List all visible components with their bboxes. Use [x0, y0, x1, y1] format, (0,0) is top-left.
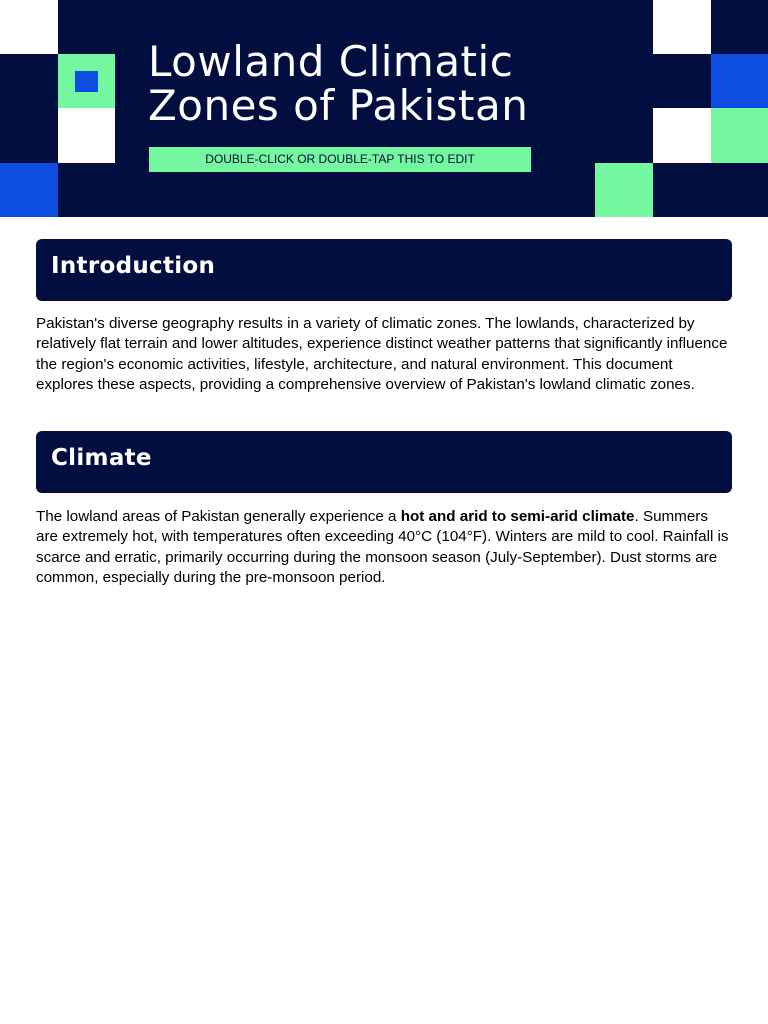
climate-text-start: The lowland areas of Pakistan generally experience a [36, 508, 401, 525]
section-title-climate: Climate [51, 445, 152, 471]
introduction-paragraph: Pakistan's diverse geography results in a variety of climatic zones. The lowlands, characterized by relatively flat terrain and lower altitudes, experience distinct weather patterns that significantly influence the region's economic activities, lifestyle, architecture, and natural environment. This document explores these aspects, providing a comprehensive overview of Pakistan's lowland climatic zones. [36, 315, 728, 394]
decor-square [595, 163, 653, 217]
section-title-introduction: Introduction [51, 253, 216, 279]
decor-square [653, 0, 711, 54]
edit-hint-banner[interactable]: DOUBLE-CLICK OR DOUBLE-TAP THIS TO EDIT [149, 147, 531, 172]
section-heading-climate [36, 431, 732, 493]
header-banner [0, 0, 768, 217]
section-heading-introduction [36, 239, 732, 301]
decor-square [711, 108, 768, 163]
page-title-line-1: Lowland Climatic [148, 37, 514, 86]
decor-square [75, 71, 98, 92]
decor-square [0, 0, 58, 54]
climate-paragraph [36, 507, 734, 589]
decor-square [0, 163, 58, 217]
decor-square [58, 108, 115, 163]
page-title [148, 37, 628, 130]
decor-square [711, 54, 768, 108]
page-title-line-2: Zones of Pakistan [148, 81, 529, 130]
climate-text-end: . Summers are extremely hot, with temperatures often exceeding 40°C (104°F). Winters are mild to cool. Rainfall is scarce and erratic, primarily occurring during the monsoon season (July-September). Dust storms are common, especially during the pre-monsoon period. [36, 508, 729, 587]
decor-square [653, 108, 711, 163]
climate-text-bold: hot and arid to semi-arid climate [400, 508, 635, 525]
